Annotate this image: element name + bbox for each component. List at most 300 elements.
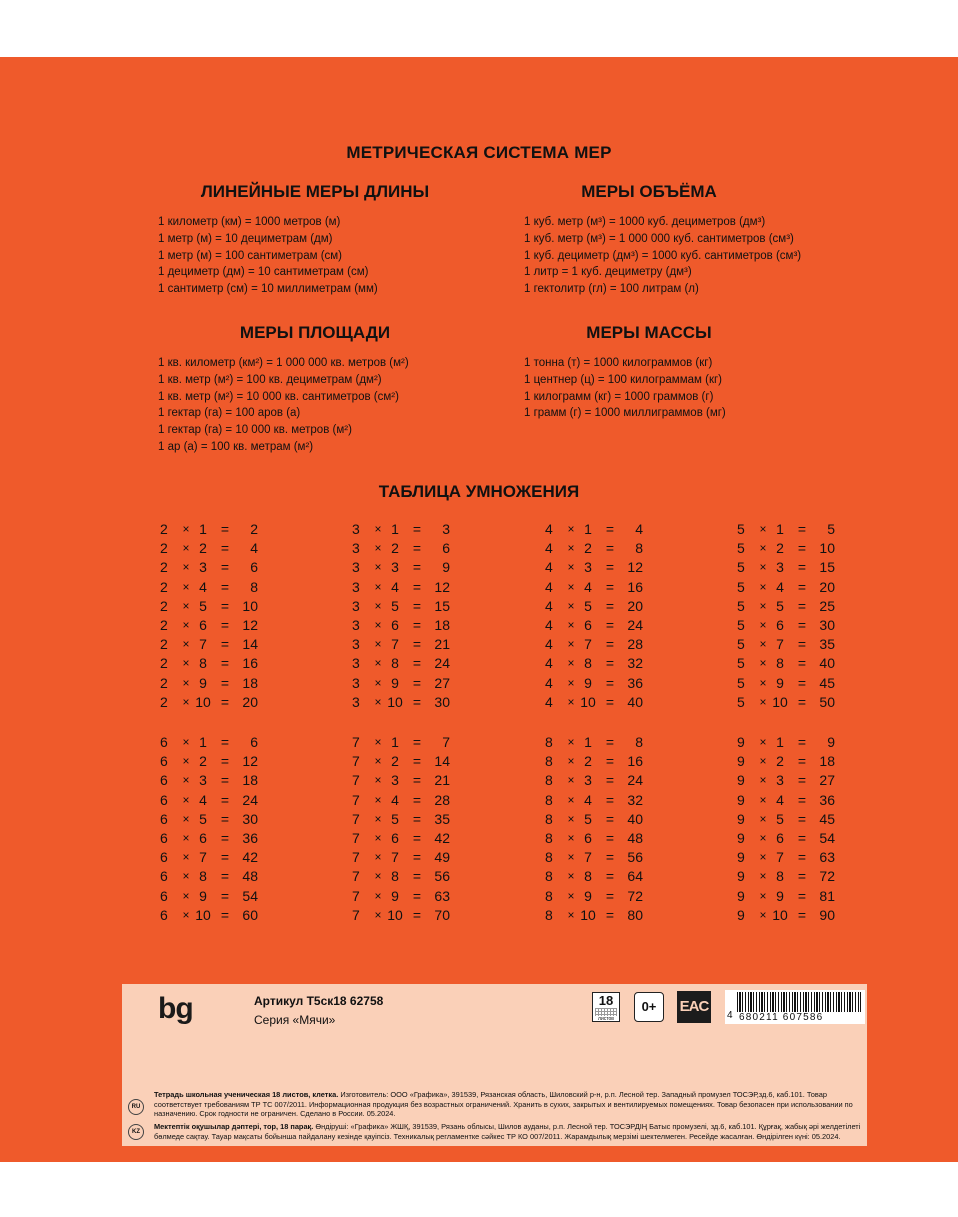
product: 6 <box>250 559 258 576</box>
multiplier: 2 <box>391 753 399 770</box>
times-table-row <box>737 616 857 635</box>
times-sign: × <box>182 754 190 769</box>
equals-sign: = <box>797 810 807 827</box>
times-sign: × <box>759 656 767 671</box>
times-table-row <box>352 906 472 925</box>
equals-sign: = <box>797 887 807 904</box>
equals-sign: = <box>220 655 230 672</box>
multiplier: 7 <box>199 849 207 866</box>
equals-sign: = <box>797 559 807 576</box>
measure-line: 1 ар (а) = 100 кв. метрам (м²) <box>158 440 314 453</box>
product: 12 <box>242 616 258 633</box>
product: 70 <box>434 906 450 923</box>
times-sign: × <box>182 560 190 575</box>
product: 42 <box>242 849 258 866</box>
times-table-row <box>352 578 472 597</box>
equals-sign: = <box>220 521 230 537</box>
times-table-row <box>545 616 665 635</box>
multiplicand: 7 <box>352 887 360 904</box>
times-sign: × <box>567 811 575 826</box>
product: 21 <box>434 636 450 653</box>
legal-title-kz: Мектептік оқушылар дәптері, тор, 18 парақ. <box>154 1122 314 1131</box>
times-table-row <box>352 848 472 867</box>
multiplicand: 9 <box>737 887 745 904</box>
multiplier: 6 <box>391 616 399 633</box>
multiplicand: 6 <box>160 829 168 846</box>
product: 49 <box>434 849 450 866</box>
times-sign: × <box>567 792 575 807</box>
times-table-7 <box>352 733 472 925</box>
multiplier: 1 <box>776 521 784 537</box>
times-table-row <box>352 616 472 635</box>
product: 24 <box>242 791 258 808</box>
multiplicand: 4 <box>545 540 553 557</box>
times-table-row <box>737 654 857 673</box>
equals-sign: = <box>220 868 230 885</box>
times-table-row <box>352 752 472 771</box>
product: 6 <box>250 734 258 750</box>
measure-line: 1 тонна (т) = 1000 килограммов (кг) <box>524 357 713 369</box>
times-table-row <box>545 733 665 752</box>
multiplicand: 8 <box>545 906 553 923</box>
times-table-row <box>545 520 665 539</box>
product: 25 <box>819 597 835 614</box>
product: 36 <box>242 829 258 846</box>
product: 9 <box>827 734 835 750</box>
product: 6 <box>442 540 450 557</box>
multiplier: 6 <box>776 616 784 633</box>
equals-sign: = <box>412 734 422 750</box>
multiplicand: 8 <box>545 829 553 846</box>
times-table-row <box>352 558 472 577</box>
product: 2 <box>250 521 258 537</box>
multiplier: 3 <box>776 772 784 789</box>
multiplicand: 4 <box>545 559 553 576</box>
times-sign: × <box>567 694 575 709</box>
times-table-row <box>160 848 280 867</box>
multiplicand: 5 <box>737 540 745 557</box>
times-table-9 <box>737 733 857 925</box>
equals-sign: = <box>797 674 807 691</box>
times-sign: × <box>567 850 575 865</box>
multiplier: 1 <box>776 734 784 750</box>
multiplicand: 9 <box>737 829 745 846</box>
times-table-row <box>737 693 857 712</box>
equals-sign: = <box>220 578 230 595</box>
times-table-row <box>160 654 280 673</box>
equals-sign: = <box>797 693 807 710</box>
product: 4 <box>250 540 258 557</box>
times-sign: × <box>374 735 382 749</box>
times-sign: × <box>374 830 382 845</box>
product: 40 <box>627 810 643 827</box>
equals-sign: = <box>220 791 230 808</box>
legal-text-ru <box>154 1090 866 1119</box>
times-table-row <box>160 791 280 810</box>
equals-sign: = <box>412 578 422 595</box>
multiplicand: 8 <box>545 810 553 827</box>
multiplicand: 8 <box>545 868 553 885</box>
times-sign: × <box>567 888 575 903</box>
times-sign: × <box>374 888 382 903</box>
measure-line: 1 сантиметр (см) = 10 миллиметрам (мм) <box>158 283 378 296</box>
product: 20 <box>242 693 258 710</box>
multiplier: 10 <box>580 693 596 710</box>
times-sign: × <box>567 617 575 632</box>
multiplicand: 4 <box>545 655 553 672</box>
multiplicand: 5 <box>737 616 745 633</box>
times-table-row <box>545 848 665 867</box>
times-sign: × <box>759 754 767 769</box>
times-table-4 <box>545 520 665 712</box>
equals-sign: = <box>412 693 422 710</box>
times-sign: × <box>182 811 190 826</box>
times-table-row <box>737 887 857 906</box>
times-sign: × <box>759 830 767 845</box>
times-sign: × <box>759 617 767 632</box>
section-heading: МЕРЫ ОБЪЁМА <box>581 182 717 201</box>
measure-line: 1 метр (м) = 10 дециметрам (дм) <box>158 232 333 245</box>
age-rating-badge: 0+ <box>634 992 664 1022</box>
multiplicand: 3 <box>352 597 360 614</box>
product: 24 <box>627 616 643 633</box>
times-table-5 <box>737 520 857 712</box>
product: 35 <box>434 810 450 827</box>
barcode <box>725 990 865 1024</box>
measure-line: 1 гектар (га) = 10 000 кв. метров (м²) <box>158 424 352 437</box>
times-sign: × <box>759 541 767 556</box>
product: 12 <box>434 578 450 595</box>
product: 36 <box>819 791 835 808</box>
multiplier: 6 <box>776 829 784 846</box>
equals-sign: = <box>220 887 230 904</box>
equals-sign: = <box>797 578 807 595</box>
times-sign: × <box>759 560 767 575</box>
times-table-row <box>737 597 857 616</box>
equals-sign: = <box>605 693 615 710</box>
measure-line: 1 кв. метр (м²) = 10 000 кв. сантиметров (см²) <box>158 390 399 403</box>
times-table-row <box>545 654 665 673</box>
multiplicand: 5 <box>737 655 745 672</box>
multiplier: 6 <box>199 616 207 633</box>
multiplicand: 7 <box>352 734 360 750</box>
equals-sign: = <box>220 772 230 789</box>
equals-sign: = <box>220 540 230 557</box>
multiplier: 2 <box>776 540 784 557</box>
multiplier: 5 <box>584 597 592 614</box>
times-sign: × <box>182 598 190 613</box>
product: 48 <box>242 868 258 885</box>
multiplicand: 9 <box>737 868 745 885</box>
times-table-row <box>160 752 280 771</box>
multiplier: 9 <box>776 674 784 691</box>
equals-sign: = <box>605 636 615 653</box>
multiplier: 10 <box>387 693 403 710</box>
multiplier: 4 <box>776 578 784 595</box>
product: 7 <box>442 734 450 750</box>
language-ru-icon: RU <box>128 1099 144 1115</box>
multiplicand: 6 <box>160 810 168 827</box>
equals-sign: = <box>220 636 230 653</box>
times-table-row <box>737 848 857 867</box>
times-sign: × <box>759 792 767 807</box>
multiplier: 3 <box>199 772 207 789</box>
multiplicand: 3 <box>352 521 360 537</box>
equals-sign: = <box>605 772 615 789</box>
times-sign: × <box>374 907 382 922</box>
product: 72 <box>627 887 643 904</box>
multiplicand: 7 <box>352 772 360 789</box>
multiplicand: 9 <box>737 849 745 866</box>
measure-line: 1 литр = 1 куб. дециметру (дм³) <box>524 266 692 279</box>
product: 27 <box>819 772 835 789</box>
times-table-row <box>160 616 280 635</box>
product: 12 <box>627 559 643 576</box>
legal-text-kz <box>154 1122 866 1141</box>
equals-sign: = <box>412 521 422 537</box>
equals-sign: = <box>412 559 422 576</box>
equals-sign: = <box>797 616 807 633</box>
multiplicand: 7 <box>352 810 360 827</box>
product: 3 <box>442 521 450 537</box>
times-sign: × <box>759 579 767 594</box>
product: 18 <box>434 616 450 633</box>
product: 81 <box>819 887 835 904</box>
times-sign: × <box>182 617 190 632</box>
times-table-row <box>352 635 472 654</box>
times-sign: × <box>182 850 190 865</box>
times-sign: × <box>374 560 382 575</box>
product: 35 <box>819 636 835 653</box>
measure-line: 1 килограмм (кг) = 1000 граммов (г) <box>524 390 714 403</box>
times-sign: × <box>374 694 382 709</box>
times-table-row <box>545 791 665 810</box>
times-table-row <box>160 887 280 906</box>
times-sign: × <box>374 579 382 594</box>
multiplicand: 4 <box>545 693 553 710</box>
multiplicand: 7 <box>352 829 360 846</box>
equals-sign: = <box>797 655 807 672</box>
product: 10 <box>242 597 258 614</box>
multiplier: 4 <box>776 791 784 808</box>
times-table-row <box>545 693 665 712</box>
measure-line: 1 куб. метр (м³) = 1 000 000 куб. сантиметров (см³) <box>524 232 794 245</box>
times-table-row <box>737 539 857 558</box>
multiplier: 6 <box>391 829 399 846</box>
grid-pattern-icon <box>595 1008 617 1016</box>
times-table-row <box>737 733 857 752</box>
multiplicand: 2 <box>160 578 168 595</box>
multiplicand: 6 <box>160 791 168 808</box>
times-table-row <box>545 597 665 616</box>
product: 5 <box>827 521 835 537</box>
product: 36 <box>627 674 643 691</box>
multiplicand: 2 <box>160 521 168 537</box>
multiplicand: 4 <box>545 521 553 537</box>
times-table-row <box>545 635 665 654</box>
times-sign: × <box>374 754 382 769</box>
times-table-row <box>545 539 665 558</box>
multiplicand: 3 <box>352 559 360 576</box>
multiplicand: 6 <box>160 772 168 789</box>
times-table-row <box>737 674 857 693</box>
barcode-first-digit: 4 <box>727 1010 733 1021</box>
equals-sign: = <box>605 810 615 827</box>
multiplier: 9 <box>391 887 399 904</box>
equals-sign: = <box>605 540 615 557</box>
times-table-row <box>352 520 472 539</box>
product: 40 <box>627 693 643 710</box>
multiplier: 1 <box>391 521 399 537</box>
multiplier: 8 <box>391 655 399 672</box>
product: 45 <box>819 674 835 691</box>
equals-sign: = <box>797 906 807 923</box>
multiplicand: 9 <box>737 791 745 808</box>
multiplier: 10 <box>195 693 211 710</box>
language-kz-icon: KZ <box>128 1124 144 1140</box>
multiplier: 9 <box>391 674 399 691</box>
times-sign: × <box>759 869 767 884</box>
times-sign: × <box>567 637 575 652</box>
multiplicand: 9 <box>737 753 745 770</box>
multiplier: 10 <box>580 906 596 923</box>
times-table-row <box>352 674 472 693</box>
product: 54 <box>819 829 835 846</box>
article-number: Артикул Т5ск18 62758 <box>254 994 384 1008</box>
times-table-6 <box>160 733 280 925</box>
product: 56 <box>627 849 643 866</box>
notebook-back-cover <box>0 57 958 1162</box>
times-table-row <box>545 887 665 906</box>
multiplicand: 5 <box>737 674 745 691</box>
product: 42 <box>434 829 450 846</box>
equals-sign: = <box>797 734 807 750</box>
multiplier: 7 <box>584 849 592 866</box>
product: 10 <box>819 540 835 557</box>
times-table-row <box>545 771 665 790</box>
multiplicand: 4 <box>545 597 553 614</box>
equals-sign: = <box>412 655 422 672</box>
times-sign: × <box>374 792 382 807</box>
times-sign: × <box>759 675 767 690</box>
equals-sign: = <box>220 693 230 710</box>
multiplicand: 3 <box>352 540 360 557</box>
multiplier: 9 <box>199 887 207 904</box>
times-table-row <box>352 829 472 848</box>
measure-line: 1 гектар (га) = 100 аров (а) <box>158 407 301 420</box>
multiplier: 5 <box>584 810 592 827</box>
multiplicand: 7 <box>352 906 360 923</box>
times-sign: × <box>759 773 767 788</box>
multiplicand: 8 <box>545 849 553 866</box>
times-sign: × <box>182 773 190 788</box>
multiplicand: 4 <box>545 616 553 633</box>
times-sign: × <box>567 656 575 671</box>
times-table-row <box>160 635 280 654</box>
times-table-row <box>160 539 280 558</box>
times-sign: × <box>567 522 575 536</box>
multiplier: 7 <box>391 636 399 653</box>
multiplier: 7 <box>776 849 784 866</box>
times-sign: × <box>374 522 382 536</box>
multiplier: 3 <box>391 772 399 789</box>
measure-line: 1 куб. дециметр (дм³) = 1000 куб. сантиметров (см³) <box>524 249 802 262</box>
multiplier: 8 <box>584 655 592 672</box>
times-table-row <box>737 520 857 539</box>
multiplier: 1 <box>199 734 207 750</box>
multiplier: 10 <box>195 906 211 923</box>
multiplicand: 8 <box>545 887 553 904</box>
times-table-row <box>160 906 280 925</box>
product: 27 <box>434 674 450 691</box>
equals-sign: = <box>797 868 807 885</box>
product: 15 <box>819 559 835 576</box>
times-table-row <box>737 578 857 597</box>
product: 30 <box>242 810 258 827</box>
multiplicand: 9 <box>737 734 745 750</box>
times-sign: × <box>182 579 190 594</box>
times-table-row <box>737 558 857 577</box>
multiplicand: 6 <box>160 849 168 866</box>
multiplier: 10 <box>772 693 788 710</box>
multiplicand: 7 <box>352 753 360 770</box>
times-sign: × <box>567 579 575 594</box>
times-table-row <box>352 733 472 752</box>
times-sign: × <box>759 694 767 709</box>
multiplicand: 3 <box>352 674 360 691</box>
multiplicand: 3 <box>352 693 360 710</box>
multiplicand: 6 <box>160 906 168 923</box>
times-sign: × <box>374 773 382 788</box>
product: 8 <box>635 734 643 750</box>
times-table-row <box>352 654 472 673</box>
multiplicand: 5 <box>737 597 745 614</box>
times-sign: × <box>567 560 575 575</box>
times-table-row <box>160 810 280 829</box>
multiplicand: 3 <box>352 655 360 672</box>
equals-sign: = <box>797 597 807 614</box>
times-sign: × <box>759 907 767 922</box>
equals-sign: = <box>220 734 230 750</box>
times-table-row <box>545 558 665 577</box>
multiplier: 9 <box>584 887 592 904</box>
multiplier: 9 <box>776 887 784 904</box>
multiplier: 4 <box>199 791 207 808</box>
equals-sign: = <box>605 655 615 672</box>
times-table-row <box>352 867 472 886</box>
times-sign: × <box>759 811 767 826</box>
equals-sign: = <box>797 540 807 557</box>
product: 63 <box>434 887 450 904</box>
section-heading: МЕРЫ ПЛОЩАДИ <box>239 323 391 342</box>
section-mass-measures <box>524 323 854 422</box>
times-sign: × <box>567 735 575 749</box>
product: 45 <box>819 810 835 827</box>
multiplicand: 9 <box>737 906 745 923</box>
times-sign: × <box>182 675 190 690</box>
multiplier: 1 <box>584 734 592 750</box>
page-title: МЕТРИЧЕСКАЯ СИСТЕМА МЕР <box>346 143 612 162</box>
multiplicand: 4 <box>545 636 553 653</box>
equals-sign: = <box>605 791 615 808</box>
product: 28 <box>627 636 643 653</box>
multiplier: 2 <box>584 540 592 557</box>
times-sign: × <box>182 830 190 845</box>
multiplier: 8 <box>199 655 207 672</box>
times-table-2 <box>160 520 280 712</box>
times-sign: × <box>374 541 382 556</box>
eac-mark-icon: EAC <box>677 991 711 1023</box>
